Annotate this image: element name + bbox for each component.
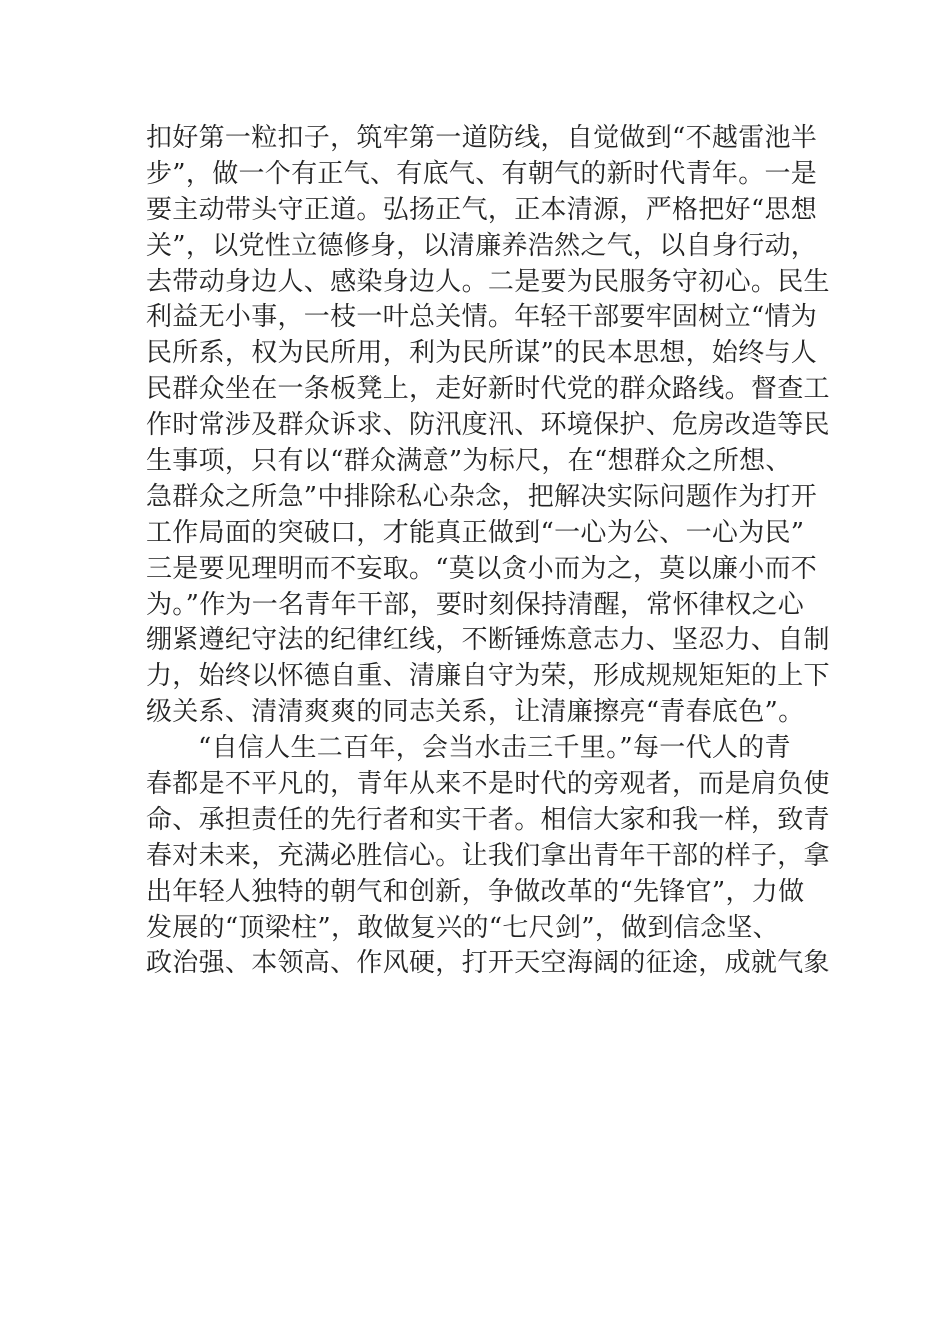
- text-line: 民群众坐在一条板凳上，走好新时代党的群众路线。督查工: [146, 374, 830, 405]
- text-line: 去带动身边人、感染身边人。二是要为民服务守初心。民生: [146, 266, 830, 297]
- text-line: 生事项，只有以“群众满意”为标尺，在“想群众之所想、: [146, 446, 792, 477]
- text-line: 民所系，权为民所用，利为民所谋”的民本思想，始终与人: [146, 338, 818, 369]
- text-line: 春对未来，充满必胜信心。让我们拿出青年干部的样子，拿: [146, 840, 830, 871]
- text-line: 出年轻人独特的朝气和创新，争做改革的“先锋官”，力做: [146, 876, 805, 907]
- text-line: 发展的“顶梁柱”，敢做复兴的“七尺剑”，做到信念坚、: [146, 912, 779, 943]
- text-line: 命、承担责任的先行者和实干者。相信大家和我一样，致青: [146, 804, 830, 835]
- text-line: 政治强、本领高、作风硬，打开天空海阔的征途，成就气象: [146, 948, 830, 979]
- text-line: 三是要见理明而不妄取。“莫以贪小而为之，莫以廉小而不: [146, 553, 818, 584]
- text-line: 级关系、清清爽爽的同志关系，让清廉擦亮“青春底色”。: [146, 697, 805, 728]
- text-line: 春都是不平凡的，青年从来不是时代的旁观者，而是肩负使: [146, 769, 830, 800]
- text-line: 步”，做一个有正气、有底气、有朝气的新时代青年。一是: [146, 158, 818, 189]
- text-line: 关”，以党性立德修身，以清廉养浩然之气，以自身行动，: [146, 230, 818, 261]
- paragraph-first-line: “自信人生二百年，会当水击三千里。”每一代人的青: [198, 733, 791, 764]
- text-line: 绷紧遵纪守法的纪律红线，不断锤炼意志力、坚忍力、自制: [146, 625, 830, 656]
- text-line: 作时常涉及群众诉求、防汛度汛、环境保护、危房改造等民: [146, 410, 830, 441]
- text-line: 急群众之所急”中排除私心杂念，把解决实际问题作为打开: [146, 481, 818, 512]
- text-line: 工作局面的突破口，才能真正做到“一心为公、一心为民”: [146, 517, 805, 548]
- text-line: 利益无小事，一枝一叶总关情。年轻干部要牢固树立“情为: [146, 302, 818, 333]
- text-line: 力，始终以怀德自重、清廉自守为荣，形成规规矩矩的上下: [146, 661, 830, 692]
- text-line: 扣好第一粒扣子，筑牢第一道防线，自觉做到“不越雷池半: [146, 123, 818, 153]
- text-line: 为。”作为一名青年干部，要时刻保持清醒，常怀律权之心: [146, 589, 805, 620]
- text-line: 要主动带头守正道。弘扬正气，正本清源，严格把好“思想: [146, 194, 818, 225]
- body-text: [146, 121, 830, 982]
